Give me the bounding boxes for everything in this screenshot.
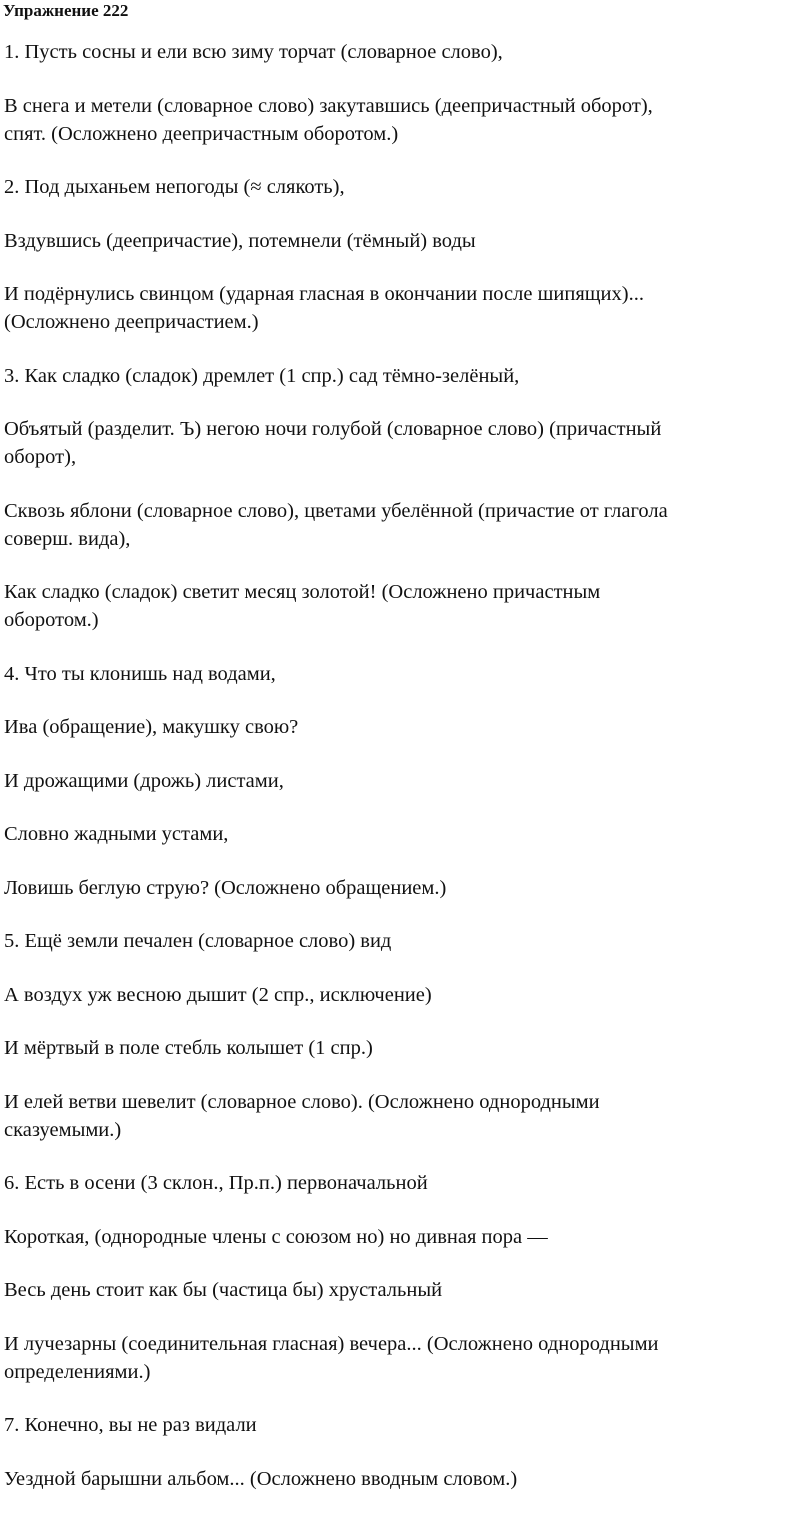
text-line: Объятый (разделит. Ъ) негою ночи голубой (словарное слово) (причастный	[4, 418, 662, 440]
text-line: А воздух уж весною дышит (2 спр., исключение)	[4, 983, 432, 1006]
paragraph	[4, 497, 800, 553]
text-line: (Осложнено деепричастием.)	[4, 311, 259, 333]
text-line: И елей ветви шевелит (словарное слово). (Осложнено однородными	[4, 1090, 600, 1113]
paragraph	[4, 1330, 800, 1386]
text-line: Вздувшись (деепричастие), потемнели (тёмный) воды	[4, 229, 476, 252]
text-line: И мёртвый в поле стебль колышет (1 спр.)	[4, 1037, 373, 1059]
text-line: Весь день стоит как бы (частица бы) хрустальный	[4, 1279, 443, 1301]
paragraph	[4, 713, 800, 741]
paragraph	[4, 173, 800, 201]
paragraph	[4, 362, 800, 390]
text-line: спят. (Осложнено деепричастным оборотом.)	[4, 122, 399, 145]
paragraph	[4, 1411, 800, 1439]
paragraph	[4, 1223, 800, 1251]
text-line: 2. Под дыханьем непогоды (≈ слякоть),	[4, 176, 345, 198]
paragraph	[4, 227, 800, 255]
text-line: 3. Как сладко (сладок) дремлет (1 спр.) сад тёмно-зелёный,	[4, 364, 520, 387]
text-line: оборотом.)	[4, 609, 99, 631]
paragraph	[4, 578, 800, 634]
paragraph	[4, 1034, 800, 1062]
paragraph	[4, 874, 800, 902]
text-line: И подёрнулись свинцом (ударная гласная в окончании после шипящих)...	[4, 283, 644, 305]
text-line: соверш. вида),	[4, 527, 131, 550]
paragraph	[4, 927, 800, 955]
text-line: Уездной барышни альбом... (Осложнено вводным словом.)	[4, 1467, 518, 1490]
paragraph	[4, 767, 800, 795]
text-line: Короткая, (однородные члены с союзом но) но дивная пора —	[4, 1225, 548, 1248]
text-line: сказуемыми.)	[4, 1118, 122, 1141]
paragraph	[4, 38, 800, 66]
exercise-text	[4, 38, 800, 1518]
exercise-title: Упражнение 222	[3, 1, 129, 20]
text-line: И дрожащими (дрожь) листами,	[4, 769, 284, 792]
paragraph	[4, 1169, 800, 1197]
text-line: определениями.)	[4, 1360, 151, 1383]
text-line: И лучезарны (соединительная гласная) вечера... (Осложнено однородными	[4, 1332, 659, 1355]
paragraph	[4, 92, 800, 148]
text-line: Ловишь беглую струю? (Осложнено обращением.)	[4, 876, 447, 899]
paragraph	[4, 981, 800, 1009]
text-line: 6. Есть в осени (3 склон., Пр.п.) первоначальной	[4, 1172, 428, 1194]
text-line: 5. Ещё земли печален (словарное слово) вид	[4, 930, 392, 952]
text-line: В снега и метели (словарное слово) закутавшись (деепричастный оборот),	[4, 94, 653, 117]
text-line: Как сладко (сладок) светит месяц золотой! (Осложнено причастным	[4, 581, 601, 603]
paragraph	[4, 820, 800, 848]
paragraph	[4, 415, 800, 471]
text-line: Ива (обращение), макушку свою?	[4, 716, 299, 738]
paragraph	[4, 1088, 800, 1144]
text-line: 7. Конечно, вы не раз видали	[4, 1414, 257, 1436]
text-line: Сквозь яблони (словарное слово), цветами убелённой (причастие от глагола	[4, 499, 668, 522]
paragraph	[4, 1276, 800, 1304]
text-line: оборот),	[4, 446, 77, 468]
text-line: Словно жадными устами,	[4, 823, 229, 845]
paragraph	[4, 280, 800, 336]
text-line: 4. Что ты клонишь над водами,	[4, 662, 276, 685]
paragraph	[4, 660, 800, 688]
text-line: 1. Пусть сосны и ели всю зиму торчат (словарное слово),	[4, 41, 503, 63]
